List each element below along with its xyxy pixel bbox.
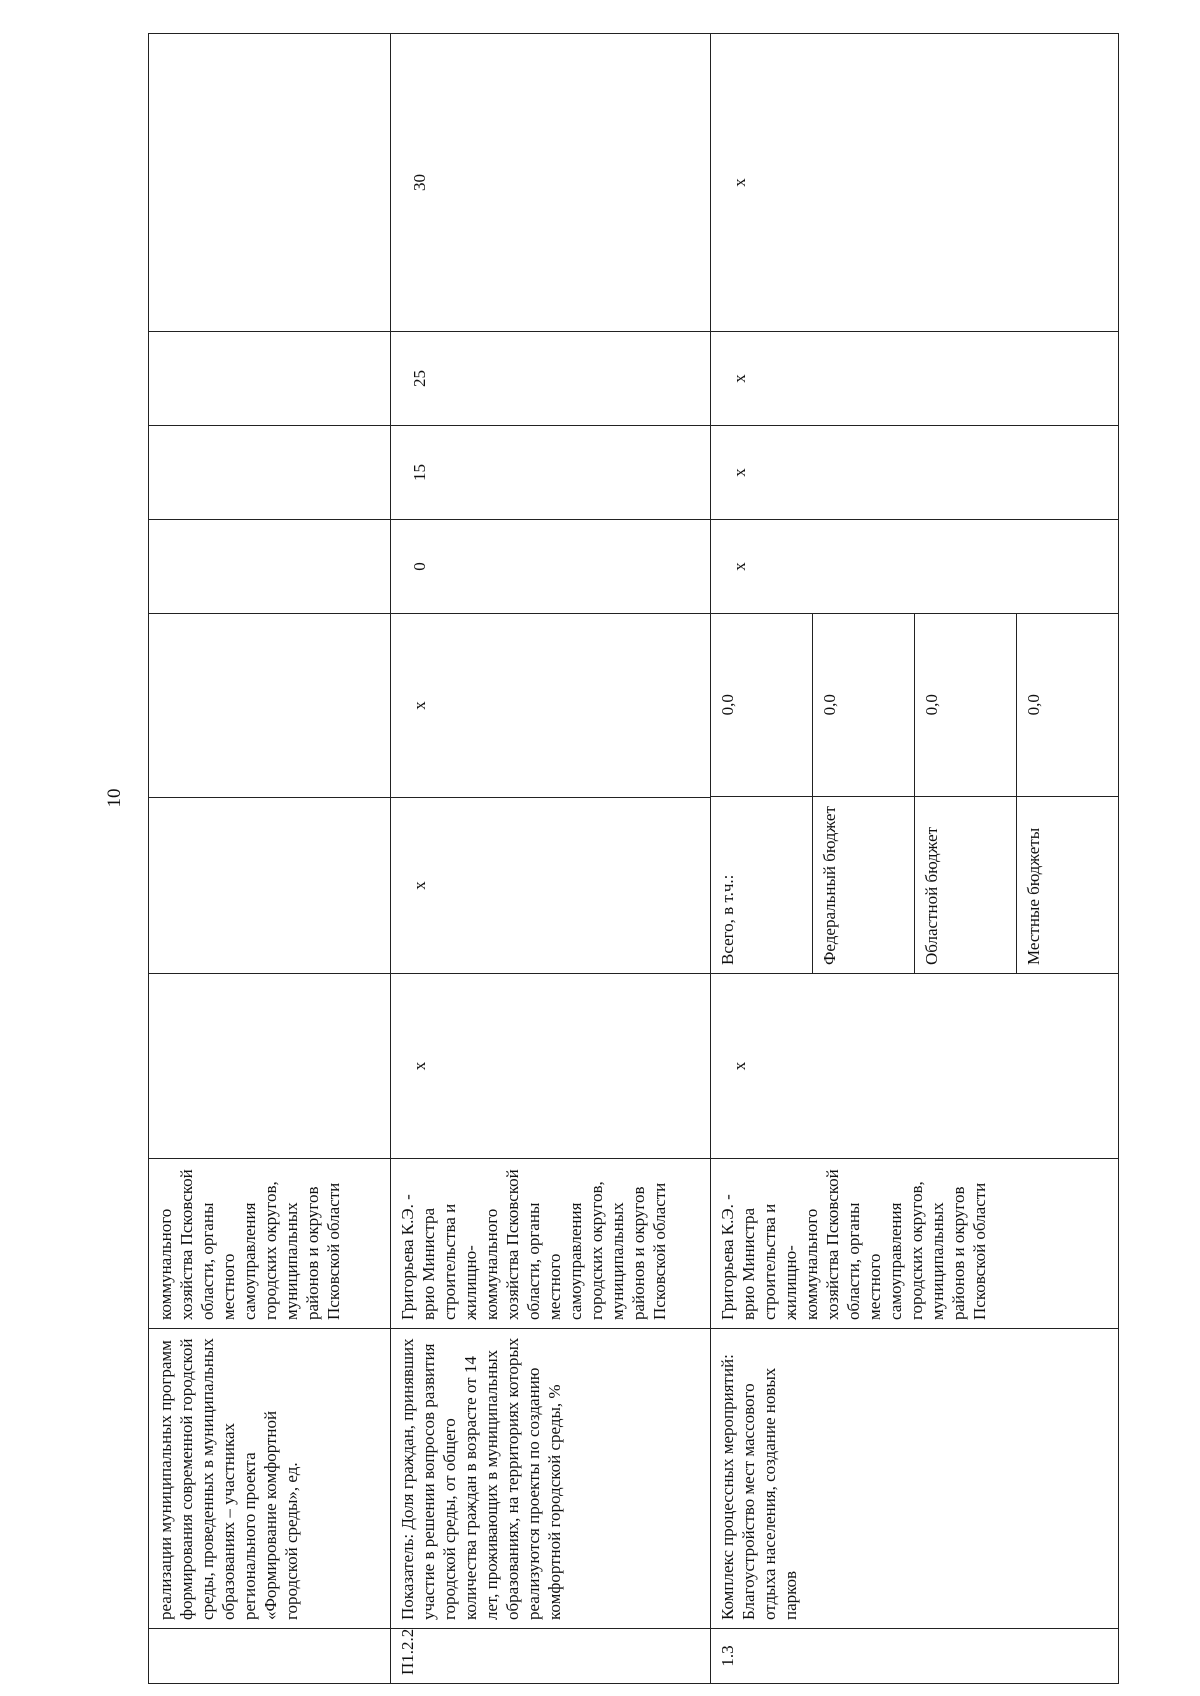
row-cell [149, 614, 391, 798]
row-number: 1.3 [711, 1629, 1119, 1684]
funding-cell [711, 614, 1119, 974]
row-value: 25 [391, 332, 711, 426]
funding-row [812, 613, 914, 973]
funding-amount: 0,0 [711, 613, 812, 797]
row-responsible: Григорьева К.Э. - врио Министра строительства и жилищно-коммунального хозяйства Псковской области, органы местного самоуправления городских округов, муниципальных районов и округов Псковской области [391, 1159, 711, 1329]
row-cell: x [391, 614, 711, 798]
row-responsible: коммунального хозяйства Псковской области, органы местного самоуправления городских округов, муниципальных районов и округов Псковской области [149, 1159, 391, 1329]
row-cell: x [391, 974, 711, 1159]
row-value: x [711, 426, 1119, 520]
table-row [149, 34, 391, 1684]
row-value: x [711, 520, 1119, 614]
program-table [148, 33, 1119, 1684]
row-value [149, 520, 391, 614]
row-number: П1.2.2 [391, 1629, 711, 1684]
table-row [391, 34, 711, 1684]
row-value [149, 426, 391, 520]
row-value [149, 332, 391, 426]
funding-amount: 0,0 [812, 613, 914, 797]
rotated-table-sheet [148, 34, 1118, 1684]
row-name: реализации муниципальных программ формирования современной городской среды, проведенных в муниципальных образованиях – участниках регионального проекта «Формирование комфортной городской среды», ед. [149, 1329, 391, 1629]
funding-amount: 0,0 [914, 613, 1016, 797]
funding-source: Всего, в т.ч.: [711, 797, 812, 973]
row-number [149, 1629, 391, 1684]
row-responsible: Григорьева К.Э. - врио Министра строительства и жилищно-коммунального хозяйства Псковской области, органы местного самоуправления городских округов, муниципальных районов и округов Псковской области [711, 1159, 1119, 1329]
row-cell [149, 798, 391, 974]
row-cell [149, 974, 391, 1159]
funding-row [1017, 613, 1118, 973]
funding-table [711, 613, 1118, 973]
funding-source: Местные бюджеты [1017, 797, 1118, 973]
row-cell: x [391, 798, 711, 974]
row-name: Комплекс процессных мероприятий: Благоустройство мест массового отдыха населения, создание новых парков [711, 1329, 1119, 1629]
row-value: 15 [391, 426, 711, 520]
funding-source: Федеральный бюджет [812, 797, 914, 973]
row-value [149, 34, 391, 332]
funding-row [914, 613, 1016, 973]
page-number: 10 [104, 788, 125, 808]
table-row [711, 34, 1119, 1684]
funding-amount: 0,0 [1024, 694, 1044, 716]
row-value: x [711, 332, 1119, 426]
funding-row [711, 613, 812, 973]
row-name: Показатель: Доля граждан, принявших участие в решении вопросов развития городской среды, от общего количества граждан в возрасте от 14 лет, проживающих в муниципальных образованиях, на территориях которых реализуются проекты по созданию комфортной городской среды, % [391, 1329, 711, 1629]
row-value: 30 [391, 34, 711, 332]
funding-source: Областной бюджет [914, 797, 1016, 973]
row-cell: x [711, 974, 1119, 1159]
row-value: x [711, 34, 1119, 332]
row-value: 0 [391, 520, 711, 614]
